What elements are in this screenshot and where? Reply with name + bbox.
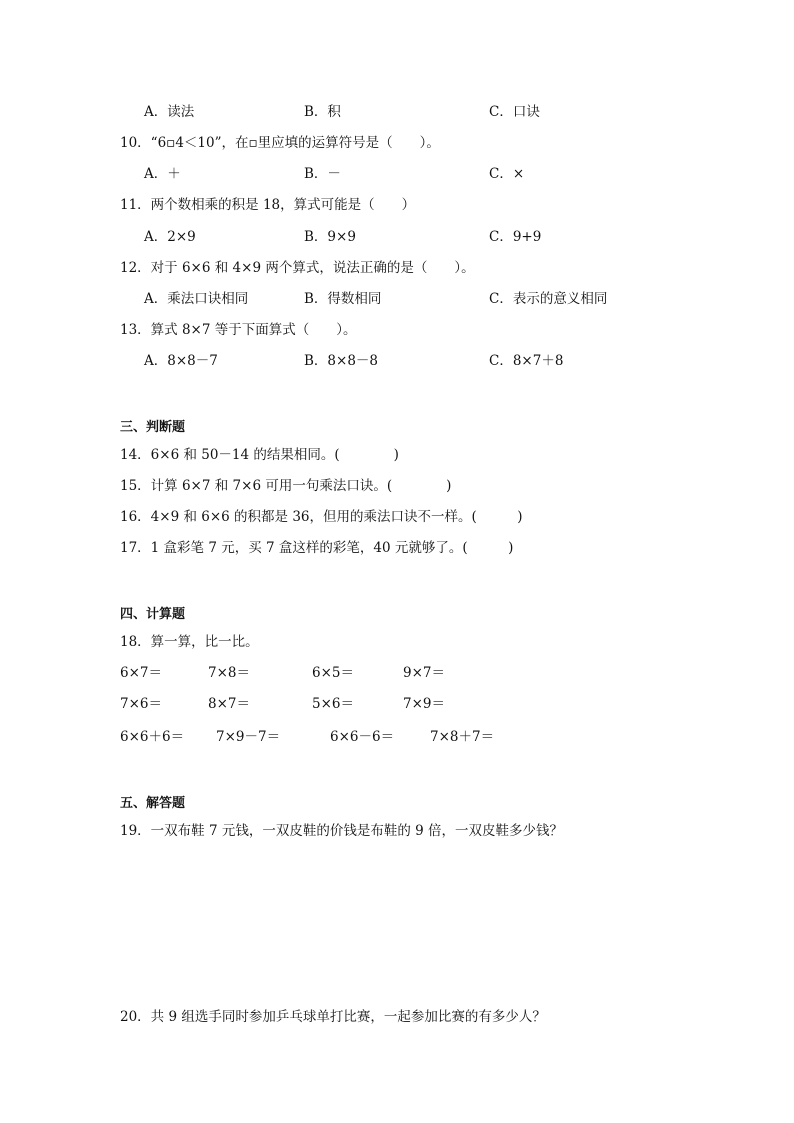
section-word-problems-title: 五、解答题 (120, 796, 186, 811)
calc-item: 6×6＋6＝ (120, 729, 185, 745)
q16-statement: 16．4×9 和 6×6 的积都是 36，但用的乘法口诀不一样。( ) (120, 509, 523, 525)
q11-option-b[interactable]: B．9×9 (304, 229, 356, 245)
q13-option-a[interactable]: A．8×8－7 (144, 353, 218, 369)
calc-item: 7×6＝ (120, 696, 162, 712)
q18-stem: 18．算一算，比一比。 (120, 634, 259, 650)
q14-statement: 14．6×6 和 50－14 的结果相同。( ) (120, 447, 399, 463)
q10-stem: 10．“6▫4＜10”，在▫里应填的运算符号是（ ）。 (120, 135, 440, 151)
q20-stem: 20．共 9 组选手同时参加乒乓球单打比赛，一起参加比赛的有多少人？ (120, 1009, 546, 1025)
q9-option-a[interactable]: A．读法 (144, 104, 195, 120)
q13-option-c[interactable]: C．8×7＋8 (489, 353, 564, 369)
q11-option-c[interactable]: C．9+9 (489, 229, 542, 245)
q12-option-b[interactable]: B．得数相同 (304, 291, 382, 307)
q10-option-b[interactable]: B．－ (304, 166, 341, 182)
q9-option-c[interactable]: C．口诀 (489, 104, 540, 120)
calc-item: 5×6＝ (312, 696, 354, 712)
q12-option-c[interactable]: C．表示的意义相同 (489, 291, 608, 307)
calc-item: 7×9－7＝ (216, 729, 281, 745)
q10-option-c[interactable]: C．× (489, 166, 525, 182)
q19-stem: 19．一双布鞋 7 元钱，一双皮鞋的价钱是布鞋的 9 倍，一双皮鞋多少钱？ (120, 823, 564, 839)
calc-item: 7×9＝ (403, 696, 445, 712)
q17-statement: 17．1 盒彩笔 7 元，买 7 盒这样的彩笔，40 元就够了。( ) (120, 540, 514, 556)
section-true-false-title: 三、判断题 (120, 420, 186, 435)
q15-statement: 15．计算 6×7 和 7×6 可用一句乘法口诀。( ) (120, 478, 452, 494)
q10-option-a[interactable]: A．＋ (144, 166, 181, 182)
calc-item: 8×7＝ (208, 696, 250, 712)
calc-item: 7×8＝ (208, 665, 250, 681)
calc-item: 6×6－6＝ (330, 729, 395, 745)
calc-item: 6×7＝ (120, 665, 162, 681)
q12-option-a[interactable]: A．乘法口诀相同 (144, 291, 249, 307)
calc-item: 9×7＝ (403, 665, 445, 681)
calc-item: 7×8＋7＝ (430, 729, 495, 745)
q13-option-b[interactable]: B．8×8－8 (304, 353, 378, 369)
section-calculation-title: 四、计算题 (120, 607, 186, 622)
q11-stem: 11．两个数相乘的积是 18，算式可能是（ ） (120, 197, 416, 213)
calc-item: 6×5＝ (312, 665, 354, 681)
q9-option-b[interactable]: B．积 (304, 104, 341, 120)
q11-option-a[interactable]: A．2×9 (144, 229, 196, 245)
q12-stem: 12．对于 6×6 和 4×9 两个算式，说法正确的是（ ）。 (120, 260, 475, 276)
q13-stem: 13．算式 8×7 等于下面算式（ ）。 (120, 322, 357, 338)
